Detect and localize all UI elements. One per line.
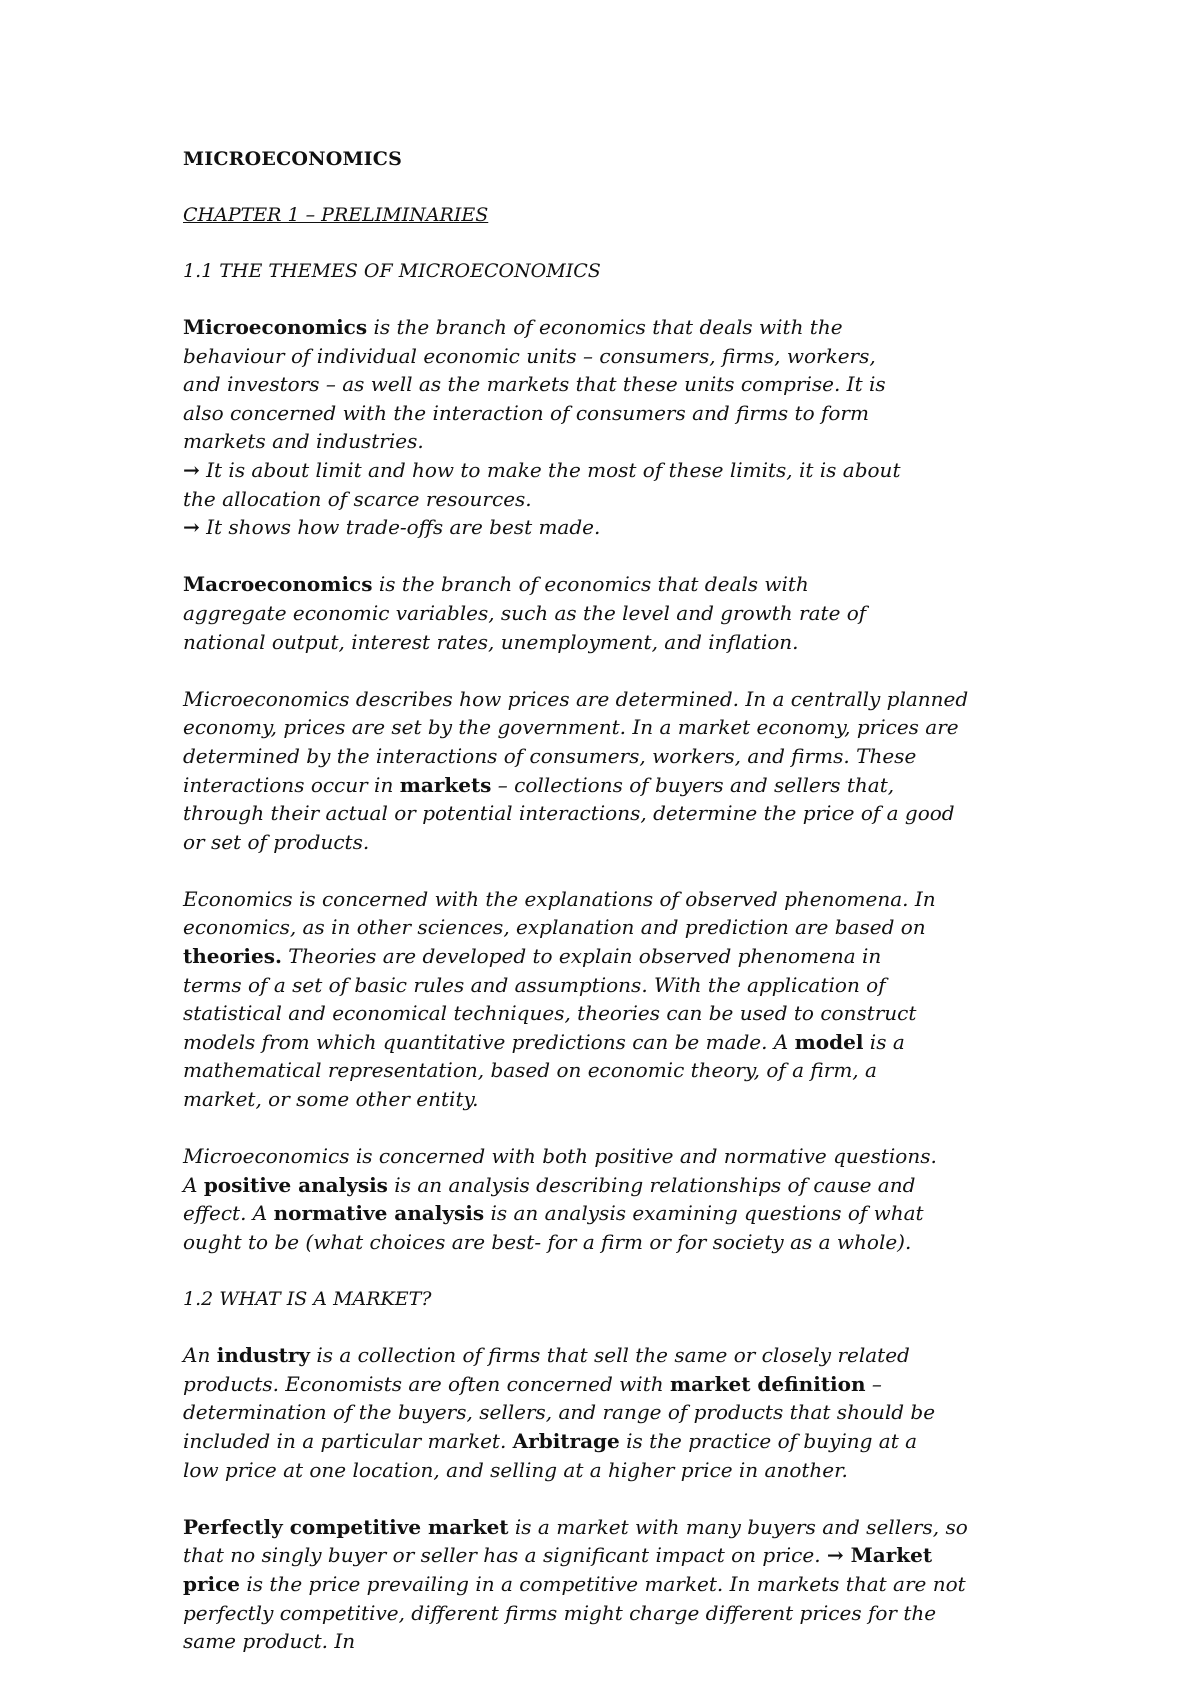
paragraph-text: is an analysis examining questions of what ought to be (what choices are best- for a firm or for society as a whole). bbox=[183, 1201, 924, 1254]
paragraph-text: It is about limit and how to make the most of these limits, it is about the allocation of scarce resources. bbox=[183, 457, 901, 511]
section-heading-1-1: 1.1 THE THEMES OF MICROECONOMICS bbox=[183, 260, 601, 282]
document-body bbox=[183, 145, 1053, 1684]
paragraph-prices bbox=[183, 685, 973, 857]
term-model: model bbox=[794, 1029, 864, 1054]
term-markets: markets bbox=[399, 772, 492, 797]
paragraph-text: is an analysis describing relationships of cause and effect. A bbox=[183, 1172, 916, 1226]
term-positive-analysis: positive analysis bbox=[203, 1172, 388, 1197]
section-heading-1-2: 1.2 WHAT IS A MARKET? bbox=[183, 1288, 432, 1311]
paragraph-text: is a market with many buyers and sellers, so that no singly buyer or seller has a significant impact on price. bbox=[183, 1514, 968, 1568]
paragraph-theories bbox=[183, 885, 943, 1114]
paragraph-text: is a collection of firms that sell the same or closely related products. Economists are often concerned with bbox=[183, 1343, 910, 1396]
paragraph-text: is the branch of economics that deals with aggregate economic variables, such as the level and growth rate of national output, interest rates, unemployment, and inflation. bbox=[183, 572, 867, 654]
chapter-heading: CHAPTER 1 – PRELIMINARIES bbox=[183, 204, 489, 226]
arrow-right-icon: → bbox=[826, 1543, 844, 1568]
term-industry: industry bbox=[216, 1343, 311, 1368]
paragraph-text: Microeconomics is concerned with both positive and normative questions. A bbox=[183, 1144, 937, 1197]
paragraph-macroeconomics-definition bbox=[183, 570, 873, 656]
paragraph-text: Theories are developed to explain observed phenomena in terms of a set of basic rules and assumptions. With the application of statistical and economical techniques, theories can be used to construct models from which quantitative predictions can be made. A bbox=[183, 944, 917, 1054]
arrow-right-icon: → bbox=[183, 457, 200, 482]
term-macroeconomics: Macroeconomics bbox=[183, 572, 373, 597]
paragraph-positive-normative bbox=[183, 1142, 953, 1256]
paragraph-perfect-competition bbox=[183, 1513, 973, 1656]
paragraph-text: is the practice of buying at a low price at one location, and selling at a higher price in another. bbox=[183, 1428, 918, 1482]
paragraph-industry-market bbox=[183, 1341, 943, 1484]
paragraph-text: – collections of buyers and sellers that, through their actual or potential interactions, determine the price of a good or set of products. bbox=[183, 772, 955, 854]
document-title: MICROECONOMICS bbox=[183, 148, 403, 170]
term-normative-analysis: normative analysis bbox=[273, 1201, 485, 1226]
paragraph-text: is a mathematical representation, based on economic theory, of a firm, a market, or some other entity. bbox=[183, 1029, 905, 1112]
paragraph-text: Microeconomics describes how prices are determined. In a centrally planned economy, prices are set by the government. In a market economy, prices are determined by the interactions of consumers, workers, and firms. These interactions occur in bbox=[183, 686, 969, 797]
term-perfectly-competitive-market: Perfectly competitive market bbox=[183, 1514, 509, 1539]
term-theories: theories. bbox=[183, 944, 282, 969]
term-market-definition: market definition bbox=[669, 1371, 866, 1396]
term-microeconomics: Microeconomics bbox=[183, 315, 368, 339]
paragraph-text: is the price prevailing in a competitive market. In markets that are not perfectly competitive, different firms might charge different prices for the same product. In bbox=[183, 1571, 966, 1654]
paragraph-text: It shows how trade-offs are best made. bbox=[199, 515, 601, 540]
term-market-price: Market price bbox=[183, 1543, 933, 1596]
paragraph-text: An bbox=[183, 1343, 217, 1368]
paragraph-text: Economics is concerned with the explanations of observed phenomena. In economics, as in other sciences, explanation and prediction are based on bbox=[183, 886, 936, 940]
paragraph-text: is the branch of economics that deals with the behaviour of individual economic units – consumers, firms, workers, and investors – as well as the markets that these units comprise. It is also concerned with the interaction of consumers and firms to form markets and industries. bbox=[183, 315, 886, 454]
term-arbitrage: Arbitrage bbox=[512, 1428, 620, 1453]
paragraph-text: – determination of the buyers, sellers, and range of products that should be included in a particular market. bbox=[183, 1371, 936, 1453]
arrow-right-icon: → bbox=[183, 515, 200, 540]
paragraph-microeconomics-definition bbox=[183, 313, 903, 542]
